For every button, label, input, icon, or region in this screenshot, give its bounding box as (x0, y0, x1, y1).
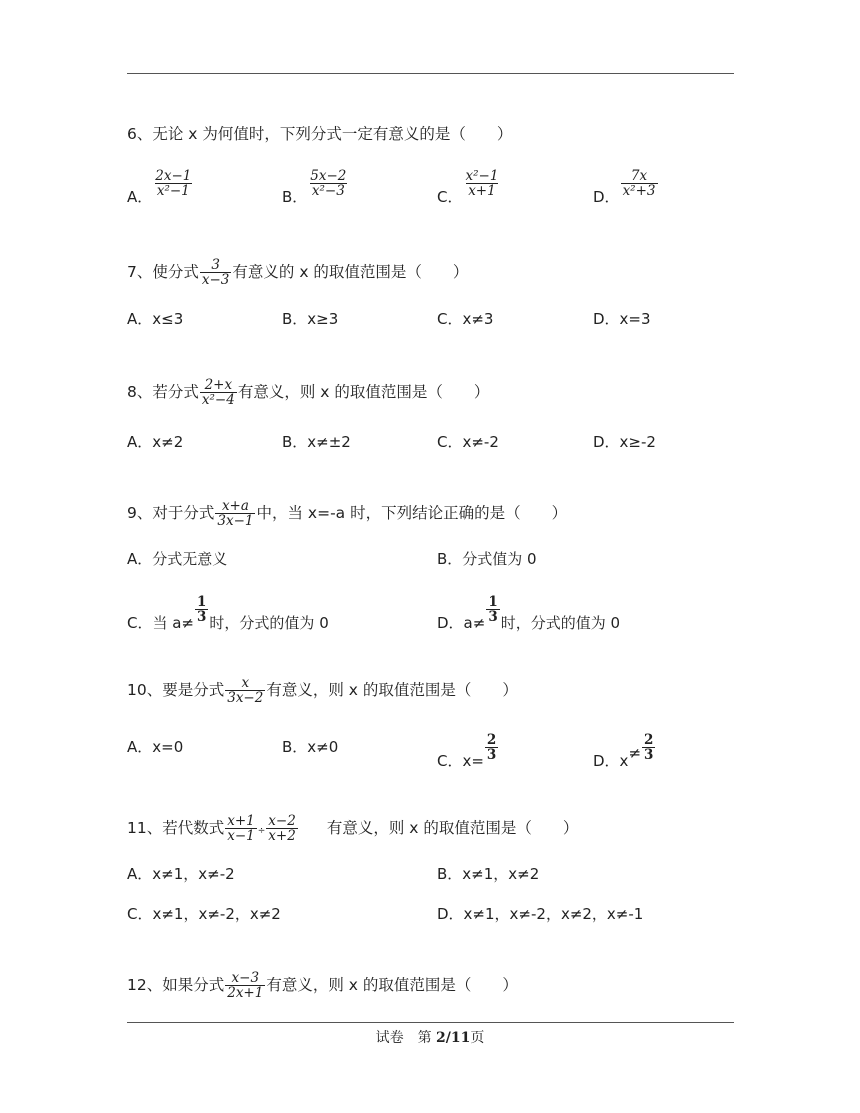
footer-text: 页 (470, 1030, 485, 1046)
fraction: $\frac{2}{3}$ (486, 732, 497, 763)
fraction: $\frac{x-3}{2x+1}$ (227, 970, 264, 1001)
q11-option-c[interactable]: C．x≠1，x≠-2，x≠2 (127, 905, 281, 923)
option-text: D．x (593, 752, 629, 770)
option-label: B． (282, 188, 308, 206)
page-number: 2/11 (436, 1030, 471, 1046)
question-8-stem (127, 378, 489, 407)
stem-text: 中，当 x=-a 时，下列结论正确的是（ ） (256, 504, 568, 522)
question-11-stem (127, 814, 578, 843)
q6-option-a[interactable] (127, 168, 194, 212)
stem-text: 有意义，则 x 的取值范围是（ ） (326, 819, 579, 837)
fraction: $\frac{2}{3}$ (644, 732, 654, 763)
q10-option-a[interactable]: A．x=0 (127, 738, 184, 756)
stem-text: 7、使分式 (127, 263, 199, 281)
q8-option-d[interactable]: D．x≥-2 (593, 433, 656, 451)
question-12-stem (127, 971, 518, 1000)
stem-text: 有意义的 x 的取值范围是（ ） (232, 263, 469, 281)
q8-option-c[interactable]: C．x≠-2 (437, 433, 499, 451)
q6-option-d[interactable] (593, 168, 659, 212)
q11-option-d[interactable]: D．x≠1，x≠-2，x≠2，x≠-1 (437, 905, 644, 923)
header-rule (127, 73, 734, 74)
option-label: C． (437, 188, 463, 206)
option-text: 时，分式的值为 0 (209, 614, 329, 632)
fraction: $\frac{2x-1}{\text{x²−1}}$ (155, 168, 192, 199)
fraction: $\frac{x+a}{3x-1}$ (217, 498, 254, 529)
fraction: $\frac{x}{3x-2}$ (227, 675, 264, 706)
q7-option-b[interactable]: B．x≥3 (282, 310, 339, 328)
footer-rule (127, 1022, 734, 1023)
q8-option-b[interactable]: B．x≠±2 (282, 433, 351, 451)
q11-option-b[interactable]: B．x≠1，x≠2 (437, 865, 540, 883)
question-7-stem (127, 258, 468, 287)
option-text: C．x= (437, 752, 484, 770)
option-label: A． (127, 188, 153, 206)
q9-option-a[interactable]: A．分式无意义 (127, 550, 228, 568)
question-10-stem (127, 676, 518, 705)
stem-text: 12、如果分式 (127, 976, 225, 994)
q10-option-d[interactable] (593, 732, 656, 776)
stem-text: 8、若分式 (127, 383, 199, 401)
q8-option-a[interactable]: A．x≠2 (127, 433, 184, 451)
page-footer (0, 1027, 860, 1047)
fraction: $\frac{1}{3}$ (488, 594, 498, 625)
fraction: $\frac{3}{x-3}$ (201, 257, 230, 288)
q10-option-c[interactable] (437, 732, 499, 776)
q7-option-a[interactable]: A．x≤3 (127, 310, 184, 328)
q11-option-a[interactable]: A．x≠1，x≠-2 (127, 865, 235, 883)
q9-option-c[interactable] (127, 594, 329, 638)
option-text: D．a≠ (437, 614, 486, 632)
fraction: $\frac{7x}{\text{x²+3}}$ (622, 168, 656, 199)
q10-option-b[interactable]: B．x≠0 (282, 738, 339, 756)
fraction: $\frac{\text{x²−1}}{x+1}$ (465, 168, 499, 199)
option-text: 时，分式的值为 0 (500, 614, 621, 632)
q7-option-d[interactable]: D．x=3 (593, 310, 651, 328)
stem-text: 有意义，则 x 的取值范围是（ ） (266, 681, 518, 699)
fraction: $\frac{1}{3}$ (197, 594, 207, 625)
footer-text: 试卷 第 (375, 1030, 437, 1046)
option-label: D． (593, 188, 620, 206)
not-equal-symbol: ≠ (628, 744, 642, 762)
stem-text: 9、对于分式 (127, 504, 215, 522)
fraction: $\frac{x+1}{x-1}$ (227, 813, 255, 844)
stem-text: 有意义，则 x 的取值范围是（ ） (237, 383, 490, 401)
stem-text: 10、要是分式 (127, 681, 225, 699)
stem-text: 11、若代数式 (127, 819, 225, 837)
q6-option-b[interactable] (282, 168, 349, 212)
q9-option-d[interactable] (437, 594, 621, 638)
fraction: $\frac{5x-2}{\text{x²−3}}$ (310, 168, 347, 199)
q7-option-c[interactable]: C．x≠3 (437, 310, 494, 328)
fraction: $\frac{x-2}{x+2}$ (268, 813, 296, 844)
option-text: C．当 a≠ (127, 614, 195, 632)
question-9-stem (127, 499, 567, 528)
stem-text: 有意义，则 x 的取值范围是（ ） (266, 976, 518, 994)
q9-option-b[interactable]: B．分式值为 0 (437, 550, 537, 568)
q6-option-c[interactable] (437, 168, 501, 212)
question-6-stem: 6、无论 x 为何值时，下列分式一定有意义的是（ ） (127, 125, 513, 143)
divide-sign: ÷ (257, 826, 266, 836)
fraction: $\frac{2+x}{\text{x²−4}}$ (201, 377, 235, 408)
